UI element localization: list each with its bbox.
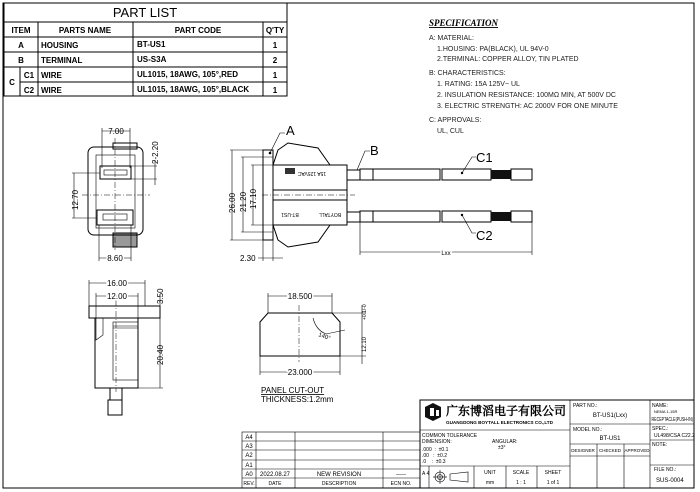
dimension-label: DIMENSION: [422, 439, 452, 445]
revision-table [242, 432, 420, 488]
dim-bottom-350: 3.50 [156, 288, 165, 304]
spec-line: C: APPROVALS: [429, 117, 482, 124]
row-code: US-S3A [137, 55, 167, 64]
row-qty: 1 [272, 86, 278, 95]
marking-model: BT-US1 [281, 211, 299, 217]
name-label: NAME: [652, 403, 668, 409]
row-code: UL1015, 18AWG, 105°,BLACK [137, 85, 250, 94]
spec-line: UL, CUL [437, 128, 464, 135]
panel-thickness: THICKNESS:1.2mm [261, 395, 334, 404]
designer-label: DESIGNER [571, 448, 595, 453]
row-name: WIRE [41, 86, 62, 95]
row-item: C [9, 78, 15, 87]
rev-header: REV. [243, 481, 255, 487]
model-no: BT-US1 [599, 436, 621, 442]
dim-bottom-16: 16.00 [106, 279, 128, 288]
tolerance-line: .00 : ±0.2 [422, 453, 447, 459]
spec-title: SPECIFICATION [429, 18, 499, 28]
ecn-header: ECN NO. [390, 481, 412, 487]
row-code: UL1015, 18AWG, 105°,RED [137, 70, 239, 79]
dim-side-21: 21.20 [239, 191, 248, 212]
unit-value: mm [485, 480, 495, 486]
dim-wire-length: Lxx [441, 251, 451, 257]
dim-bottom-12: 12.00 [106, 292, 128, 301]
spec-line: 1. RATING: 15A 125V~ UL [437, 81, 520, 88]
approved-label: APPROVED [624, 448, 650, 453]
marking-brand: BOYTALL [318, 211, 342, 217]
row-code: BT-US1 [137, 40, 166, 49]
panel-cutout-title: PANEL CUT-OUT [261, 386, 325, 395]
front-view [71, 127, 160, 263]
file-no-label: FILE NO.: [654, 467, 677, 473]
row-name: HOUSING [41, 41, 79, 50]
row-sub: C2 [23, 86, 35, 95]
part-list-table [4, 3, 287, 96]
date-header: DATE [268, 481, 282, 487]
callout-c1: C1 [476, 150, 493, 165]
dim-front-bottom: 8.60 [107, 254, 123, 263]
dim-side-26: 26.00 [228, 192, 237, 213]
rev-code: A4 [245, 435, 253, 441]
angular-value: ±3° [498, 445, 506, 451]
callout-b: B [370, 143, 379, 158]
spec-value: UL498/CSA C22.2 [654, 433, 695, 439]
row-qty: 1 [272, 41, 278, 50]
header-item: ITEM [11, 26, 31, 35]
dim-front-width: 7.00 [108, 127, 124, 136]
dim-cut-height: 12.10 [362, 336, 368, 352]
dim-side-flange: 2.30 [240, 254, 256, 263]
panel-cutout-view [260, 292, 368, 404]
dim-front-slot: 2-2.20 [151, 141, 160, 164]
sheet-value: 1 of 1 [546, 480, 560, 486]
spec-line: B: CHARACTERISTICS: [429, 70, 506, 77]
note-label: NOTE: [652, 442, 668, 448]
checked-label: CHECKED [598, 448, 622, 453]
header-qty: Q'TY [265, 26, 285, 35]
name-line2: RECEPTACLE(PUSH-IN) [651, 417, 694, 423]
tolerance-line: .0 : ±0.3 [422, 459, 446, 465]
rev-code: A3 [245, 444, 253, 450]
company-logo-icon [425, 403, 441, 421]
row-name: WIRE [41, 71, 62, 80]
row-qty: 2 [272, 56, 278, 65]
ul-logo-icon [285, 168, 295, 174]
dim-cut-bottom: 23.000 [287, 368, 313, 377]
third-angle-projection-icon [433, 470, 468, 484]
company-name-cn: 广东博滔电子有限公司 [446, 404, 567, 418]
angular-label: ANGULAR: [492, 439, 518, 445]
row-sub: C1 [23, 71, 35, 80]
header-part-code: PART CODE [174, 26, 222, 35]
rev-date: 2022.08.27 [259, 472, 291, 478]
dim-side-17: 17.10 [249, 188, 258, 209]
dim-front-pitch: 12.70 [71, 189, 80, 210]
drawing-frame [3, 3, 694, 488]
spec-line: 1.HOUSING: PA(BLACK), UL 94V-0 [437, 46, 549, 53]
dim-cut-tol: +0.1/-0 [362, 304, 368, 320]
scale-value: 1 : 1 [516, 480, 526, 486]
tolerance-line: .000 : ±0.1 [422, 447, 449, 453]
model-label: MODEL NO.: [573, 427, 603, 433]
part-list-title: PART LIST [112, 5, 178, 20]
name-line1: NEMA 1-15R [654, 409, 678, 414]
row-item: A [18, 41, 24, 50]
callout-c2: C2 [476, 228, 493, 243]
row-qty: 1 [272, 71, 278, 80]
unit-label: UNIT [484, 470, 496, 476]
spec-label: SPEC.: [652, 426, 669, 432]
dim-cut-top: 18.500 [287, 292, 313, 301]
dim-bottom-2040: 20.40 [156, 344, 165, 365]
row-item: B [18, 56, 24, 65]
side-view [228, 123, 532, 263]
rev-code: A2 [245, 453, 253, 459]
marking-rating: 15A 125VAC [297, 170, 327, 176]
scale-label: SCALE [512, 470, 530, 476]
rev-code: A1 [245, 463, 253, 469]
part-no-label: PART NO.: [573, 403, 598, 409]
spec-line: 2. INSULATION RESISTANCE: 100MΩ MIN, AT 500V DC [437, 92, 616, 99]
header-parts-name: PARTS NAME [58, 26, 112, 35]
rev-code: A0 [245, 472, 253, 478]
row-name: TERMINAL [41, 56, 83, 65]
callout-a: A [286, 123, 295, 138]
title-block [420, 400, 695, 488]
rev-ecn: ----- [396, 472, 406, 478]
dim-cut-angle: 140° [317, 332, 332, 343]
specification [429, 18, 618, 135]
spec-line: A: MATERIAL: [429, 35, 474, 42]
rev-desc: NEW REVISION [316, 472, 362, 478]
file-no: SUS-0004 [656, 478, 684, 484]
part-no: BT-US1(Lxx) [592, 413, 628, 419]
desc-header: DESCRIPTION [321, 481, 357, 487]
sheet-label: SHEET [544, 470, 562, 476]
bottom-view [89, 279, 165, 415]
spec-line: 3. ELECTRIC STRENGTH: AC 2000V FOR ONE MINUTE [437, 103, 618, 110]
company-name-en: GUANGDONG BOYTALL ELECTRONICS CO.,LTD [446, 420, 553, 425]
projection-size: A 4 [422, 471, 430, 477]
spec-line: 2.TERMINAL: COPPER ALLOY, TIN PLATED [437, 56, 579, 63]
tolerance-title: COMMON TOLERANCE [422, 433, 478, 439]
